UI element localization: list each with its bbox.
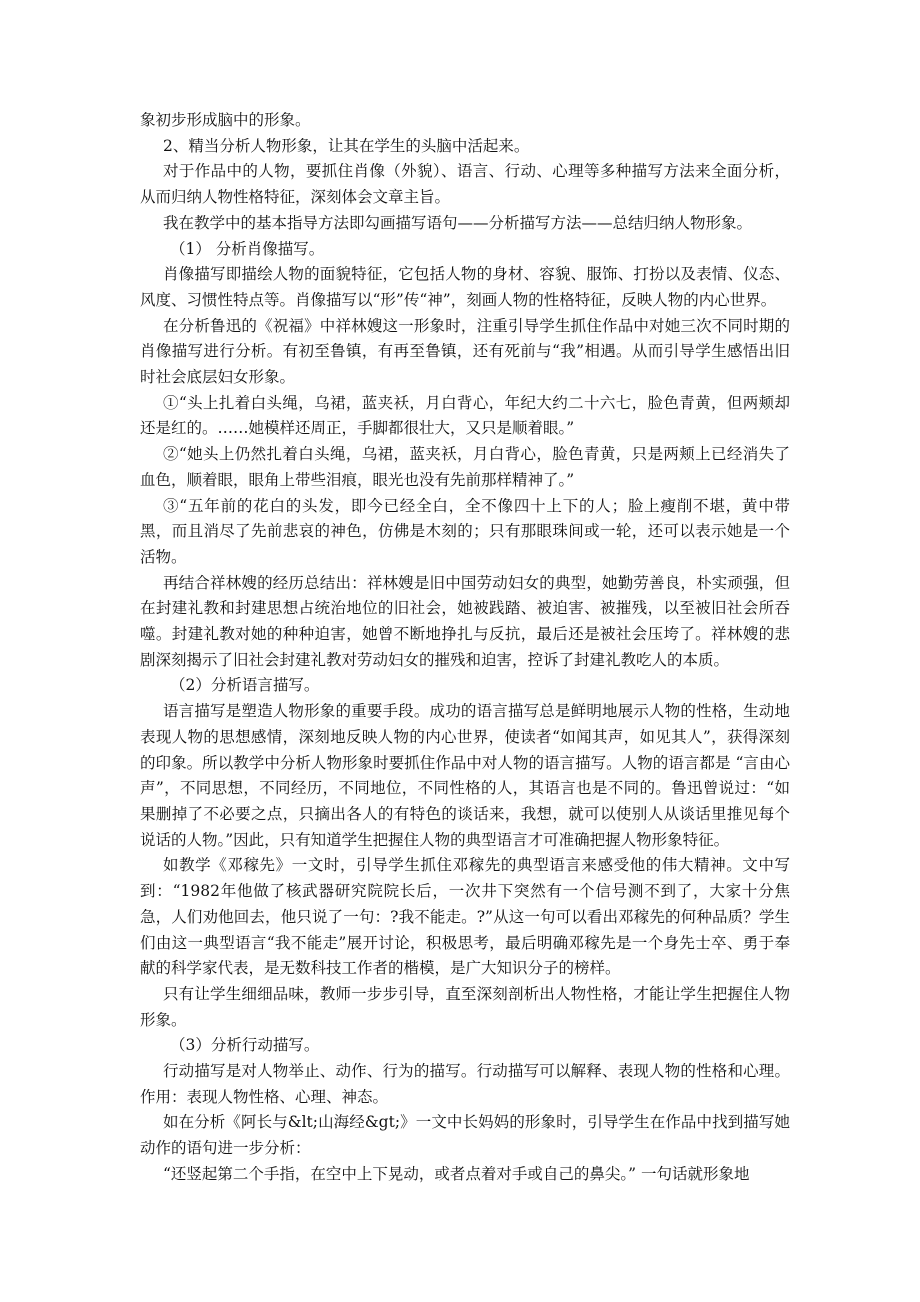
quote-3: ③“五年前的花白的头发，即今已经全白，全不像四十上下的人；脸上瘦削不堪，黄中带黑，而且消尽了先前悲哀的神色，仿佛是木刻的；只有那眼珠间或一轮，还可以表示她是一个活物。 xyxy=(140,496,790,566)
paragraph-1: 2、精当分析人物形象，让其在学生的头脑中活起来。 xyxy=(163,136,530,155)
paragraph-0: 象初步形成脑中的形象。 xyxy=(140,111,311,129)
paragraph-14: 只有让学生细细品味，教师一步步引导，直至深刻剖析出人物性格，才能让学生把握住人物形象。 xyxy=(140,984,790,1029)
paragraph-10: 再结合祥林嫂的经历总结出：祥林嫂是旧中国劳动妇女的典型，她勤劳善良，朴实顽强，但在封建礼教和封建思想占统治地位的旧社会，她被践踏、被迫害、被摧残，以至被旧社会所吞噬。封建礼教对她的种种迫害，她曾不断地挣扎与反抗，最后还是被社会压垮了。祥林嫂的悲剧深刻揭示了旧社会封建礼教对劳动妇女的摧残和迫害，控诉了封建礼教吃人的本质。 xyxy=(140,573,790,669)
section-heading-action: （3）分析行动描写。 xyxy=(170,1036,320,1055)
paragraph-17: 如在分析《阿长与&lt;山海经&gt;》一文中长妈妈的形象时，引导学生在作品中找到描写她动作的语句进一步分析： xyxy=(140,1113,790,1158)
paragraph-5: 肖像描写即描绘人物的面貌特征，它包括人物的身材、容貌、服饰、打扮以及表情、仪态、风度、习惯性特点等。肖像描写以“形”传“神”，刻画人物的性格特征，反映人物的内心世界。 xyxy=(140,265,790,309)
document-body xyxy=(140,108,790,1188)
paragraph-12: 语言描写是塑造人物形象的重要手段。成功的语言描写总是鲜明地展示人物的性格，生动地表现人物的思想感情，深刻地反映人物的内心世界，使读者“如闻其声，如见其人”，获得深刻的印象。所以教学中分析人物形象时要抓住作品中对人物的语言描写。人物的语言都是 “言由心声”，不同思想，不同经历，不同地位，不同性格的人，其语言也是不同的。鲁迅曾说过：“如果删掉了不必要之点，只摘出各人的有特色的谈话来，我想，就可以使别人从谈话里推见每个说话的人物。”因此，只有知道学生把握住人物的典型语言才可准确把握人物形象特征。 xyxy=(140,702,790,849)
quote-2: ②“她头上仍然扎着白头绳，乌裙，蓝夹袄，月白背心，脸色青黄，只是两颊上已经消失了血色，顺着眼，眼角上带些泪痕，眼光也没有先前那样精神了。” xyxy=(140,445,790,489)
paragraph-13: 如教学《邓稼先》一文时，引导学生抓住邓稼先的典型语言来感受他的伟大精神。文中写到：“1982年他做了核武器研究院院长后，一次井下突然有一个信号测不到了，大家十分焦急，人们劝他回去，他只说了一句：?我不能走。?”从这一句可以看出邓稼先的何种品质？学生们由这一典型语言“我不能走”展开讨论，积极思考，最后明确邓稼先是一个身先士卒、勇于奉献的科学家代表，是无数科技工作者的楷模，是广大知识分子的榜样。 xyxy=(140,856,790,978)
paragraph-6: 在分析鲁迅的《祝福》中祥林嫂这一形象时，注重引导学生抓住作品中对她三次不同时期的肖像描写进行分析。有初至鲁镇，有再至鲁镇，还有死前与“我”相遇。从而引导学生感悟出旧时社会底层妇女形象。 xyxy=(140,316,790,387)
section-heading-language: （2）分析语言描写。 xyxy=(170,676,320,695)
paragraph-3: 我在教学中的基本指导方法即勾画描写语句——分析描写方法——总结归纳人物形象。 xyxy=(163,213,753,232)
paragraph-18: “还竖起第二个手指，在空中上下晃动，或者点着对手或自己的鼻尖。” 一句话就形象地 xyxy=(163,1164,750,1183)
paragraph-2: 对于作品中的人物，要抓住肖像（外貌）、语言、行动、心理等多种描写方法来全面分析，从而归纳人物性格特征，深刻体会文章主旨。 xyxy=(140,162,790,207)
section-heading-portrait: （1） 分析肖像描写。 xyxy=(170,239,325,258)
paragraph-16: 行动描写是对人物举止、动作、行为的描写。行动描写可以解释、表现人物的性格和心理。作用：表现人物性格、心理、神态。 xyxy=(140,1062,790,1106)
quote-1: ①“头上扎着白头绳，乌裙，蓝夹袄，月白背心，年纪大约二十六七，脸色青黄，但两颊却还是红的。……她模样还周正，手脚都很壮大，又只是顺着眼。” xyxy=(140,393,790,438)
